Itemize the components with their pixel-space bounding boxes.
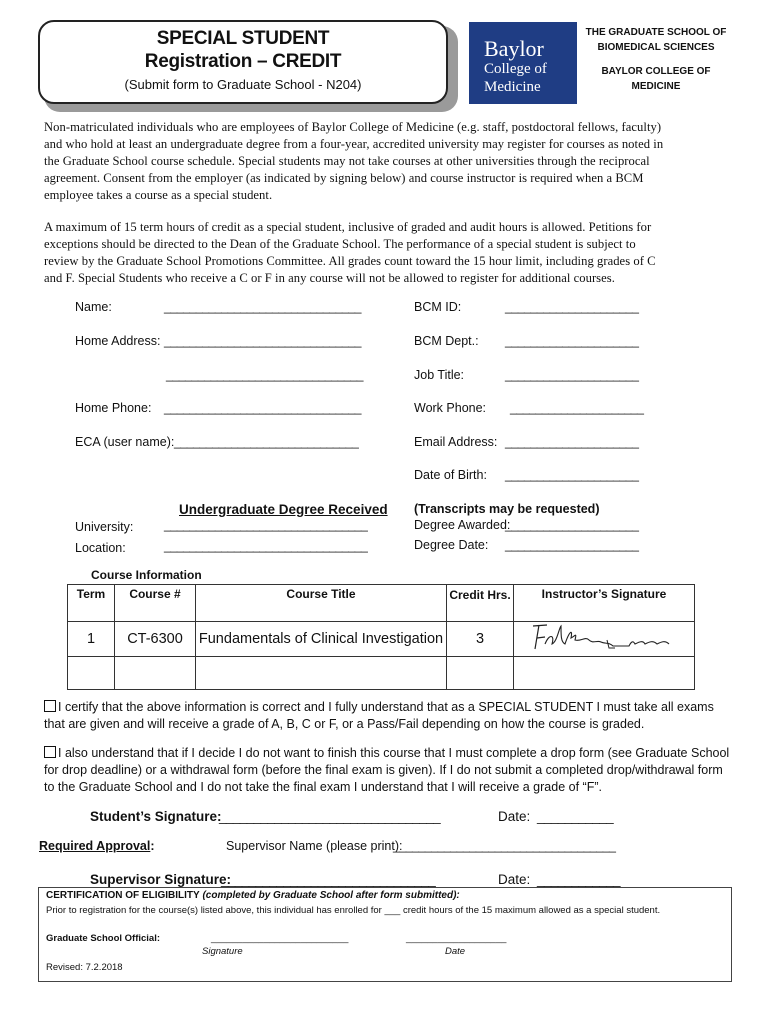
school-line2: BIOMEDICAL SCIENCES: [597, 42, 715, 53]
eca-field[interactable]: _____________________________: [174, 435, 359, 449]
cert2-checkbox[interactable]: [44, 746, 56, 758]
supervisor-signature-field[interactable]: _______________________________: [221, 872, 436, 887]
work-phone-field[interactable]: _____________________: [510, 401, 644, 415]
home-address-field-2[interactable]: _______________________________: [166, 368, 363, 382]
college-name: [576, 64, 736, 94]
revised-date: Revised: 7.2.2018: [46, 962, 123, 973]
form-title-line1: SPECIAL STUDENT: [156, 28, 330, 49]
course-num-cell[interactable]: CT-6300: [115, 622, 196, 657]
university-field[interactable]: ________________________________: [164, 518, 368, 532]
course-title-header: Course Title: [196, 585, 447, 622]
degree-awarded-field[interactable]: _____________________: [505, 518, 639, 532]
college-line2: MEDICINE: [631, 81, 681, 92]
student-signature-label: Student’s Signature:: [90, 809, 222, 824]
home-address-label: Home Address:: [75, 334, 161, 348]
location-label: Location:: [75, 541, 126, 555]
required-approval-colon: :: [150, 839, 155, 853]
supervisor-signature-label: Supervisor Signature:: [90, 872, 232, 887]
intro-line: Non-matriculated individuals who are employees of Baylor College of Medicine (e.g. staff, postdoctoral fellows, faculty): [44, 120, 662, 134]
student-signature-field[interactable]: ________________________________: [219, 809, 441, 824]
intro-line: the Graduate School course schedule. Special students may not take courses at other universities through the reciprocal: [44, 154, 650, 168]
instructor-header: Instructor’s Signature: [514, 585, 695, 622]
empty-cell[interactable]: [115, 657, 196, 690]
degree-awarded-label: Degree Awarded:: [414, 518, 511, 532]
graduate-school-name: [576, 25, 736, 55]
bcm-dept-label: BCM Dept.:: [414, 334, 479, 348]
transcripts-note: (Transcripts may be requested): [414, 502, 600, 516]
college-line1: BAYLOR COLLEGE OF: [601, 66, 711, 77]
official-date-field[interactable]: ___________________: [406, 933, 507, 944]
intro-line: exceptions should be directed to the Dean of the Graduate School. The performance of a special student is subject to: [44, 237, 636, 251]
home-phone-field[interactable]: _______________________________: [164, 401, 361, 415]
required-approval-label: [39, 839, 155, 853]
eligibility-text: Prior to registration for the course(s) listed above, this individual has enrolled for ___ credit hours of the 15 maximum allowed as a special student.: [46, 905, 661, 916]
intro-paragraph-1: [44, 119, 728, 204]
bcm-id-field[interactable]: _____________________: [505, 300, 639, 314]
baylor-logo: [469, 22, 577, 104]
supervisor-date-field[interactable]: ____________: [537, 872, 620, 887]
instructor-signature-image: [519, 622, 689, 652]
cert2-text: I also understand that if I decide I do not want to finish this course that I must complete a drop form (see Graduate School for drop deadline) or a withdrawal form (before the final exam is given). If I do not submit a completed drop/withdrawal form to the Graduate School and I do not take the final exam I understand that I will receive a grade of “F”.: [44, 746, 730, 794]
logo-line3: Medicine: [484, 79, 541, 95]
course-table: [67, 584, 695, 690]
instructor-signature-cell[interactable]: [514, 622, 695, 657]
location-field[interactable]: ________________________________: [164, 539, 368, 553]
empty-cell[interactable]: [68, 657, 115, 690]
required-approval-text: Required Approval: [39, 839, 151, 853]
course-info-title: Course Information: [91, 568, 202, 582]
cert1-checkbox[interactable]: [44, 700, 56, 712]
school-line1: THE GRADUATE SCHOOL OF: [585, 27, 727, 38]
intro-line: review by the Graduate School Promotions Committee. All grades count toward the 15 hour limit, including grades of C: [44, 254, 656, 268]
credit-cell[interactable]: 3: [447, 622, 514, 657]
intro-line: and F. Special Students who receive a C or F in any course will not be allowed to register for additional courses.: [44, 271, 615, 285]
bcm-id-label: BCM ID:: [414, 300, 462, 314]
name-label: Name:: [75, 300, 112, 314]
degree-heading: Undergraduate Degree Received: [179, 502, 388, 517]
name-field[interactable]: _______________________________: [164, 300, 361, 314]
eca-label: ECA (user name):: [75, 435, 175, 449]
course-table-header: [68, 585, 695, 622]
term-header: Term: [68, 585, 115, 622]
official-label: Graduate School Official:: [46, 933, 161, 944]
bcm-dept-field[interactable]: _____________________: [505, 334, 639, 348]
signature-caption: Signature: [202, 946, 243, 957]
form-title-line2: Registration – CREDIT: [144, 51, 342, 72]
eligibility-heading-italic: (completed by Graduate School after form submitted):: [199, 890, 460, 901]
intro-line: and who hold at least an undergraduate degree from a four-year, accredited university may register for courses as noted in: [44, 137, 664, 151]
home-phone-label: Home Phone:: [75, 401, 152, 415]
empty-cell[interactable]: [447, 657, 514, 690]
home-address-field[interactable]: _______________________________: [164, 334, 361, 348]
eligibility-heading-bold: CERTIFICATION OF ELIGIBILITY: [46, 890, 200, 901]
date-caption: Date: [445, 946, 466, 957]
table-row: [68, 622, 695, 657]
eligibility-heading: [46, 890, 460, 901]
degree-date-field[interactable]: _____________________: [505, 538, 639, 552]
empty-cell[interactable]: [514, 657, 695, 690]
certification-2: [44, 745, 734, 796]
student-date-field[interactable]: ___________: [537, 809, 613, 824]
student-date-label: Date:: [498, 809, 531, 824]
supervisor-name-label: Supervisor Name (please print):: [226, 839, 403, 853]
credit-header: Credit Hrs.: [447, 585, 514, 622]
dob-field[interactable]: _____________________: [505, 468, 639, 482]
eligibility-box: [38, 887, 732, 982]
cert1-text: I certify that the above information is correct and I fully understand that as a SPECIAL STUDENT I must take all exams that are given and will receive a grade of A, B, C or F, or a Pass/Fail depending on how the course is graded.: [44, 700, 714, 731]
intro-line: agreement. Consent from the employer (as indicated by signing below) and course instructor is required when a BCM: [44, 171, 644, 185]
dob-label: Date of Birth:: [414, 468, 487, 482]
degree-date-label: Degree Date:: [414, 538, 489, 552]
course-num-header: Course #: [115, 585, 196, 622]
intro-line: A maximum of 15 term hours of credit as a special student, inclusive of graded and audit hours is allowed. Petitions for: [44, 220, 652, 234]
email-field[interactable]: _____________________: [505, 435, 639, 449]
intro-paragraph-2: [44, 219, 728, 287]
logo-line2: College of: [484, 61, 547, 77]
intro-line: employee takes a course as a special student.: [44, 188, 273, 202]
form-subtitle: (Submit form to Graduate School - N204): [124, 77, 362, 92]
job-title-label: Job Title:: [414, 368, 465, 382]
term-cell[interactable]: 1: [68, 622, 115, 657]
job-title-field[interactable]: _____________________: [505, 368, 639, 382]
title-box: [38, 20, 448, 104]
work-phone-label: Work Phone:: [414, 401, 487, 415]
supervisor-name-field[interactable]: ___________________________________: [393, 839, 616, 853]
official-signature-field[interactable]: __________________________: [211, 933, 349, 944]
course-title-cell[interactable]: Fundamentals of Clinical Investigation: [196, 622, 447, 657]
certification-1: [44, 699, 734, 733]
table-row: [68, 657, 695, 690]
supervisor-date-label: Date:: [498, 872, 531, 887]
email-label: Email Address:: [414, 435, 498, 449]
university-label: University:: [75, 520, 134, 534]
empty-cell[interactable]: [196, 657, 447, 690]
logo-line1: Baylor: [484, 36, 544, 61]
